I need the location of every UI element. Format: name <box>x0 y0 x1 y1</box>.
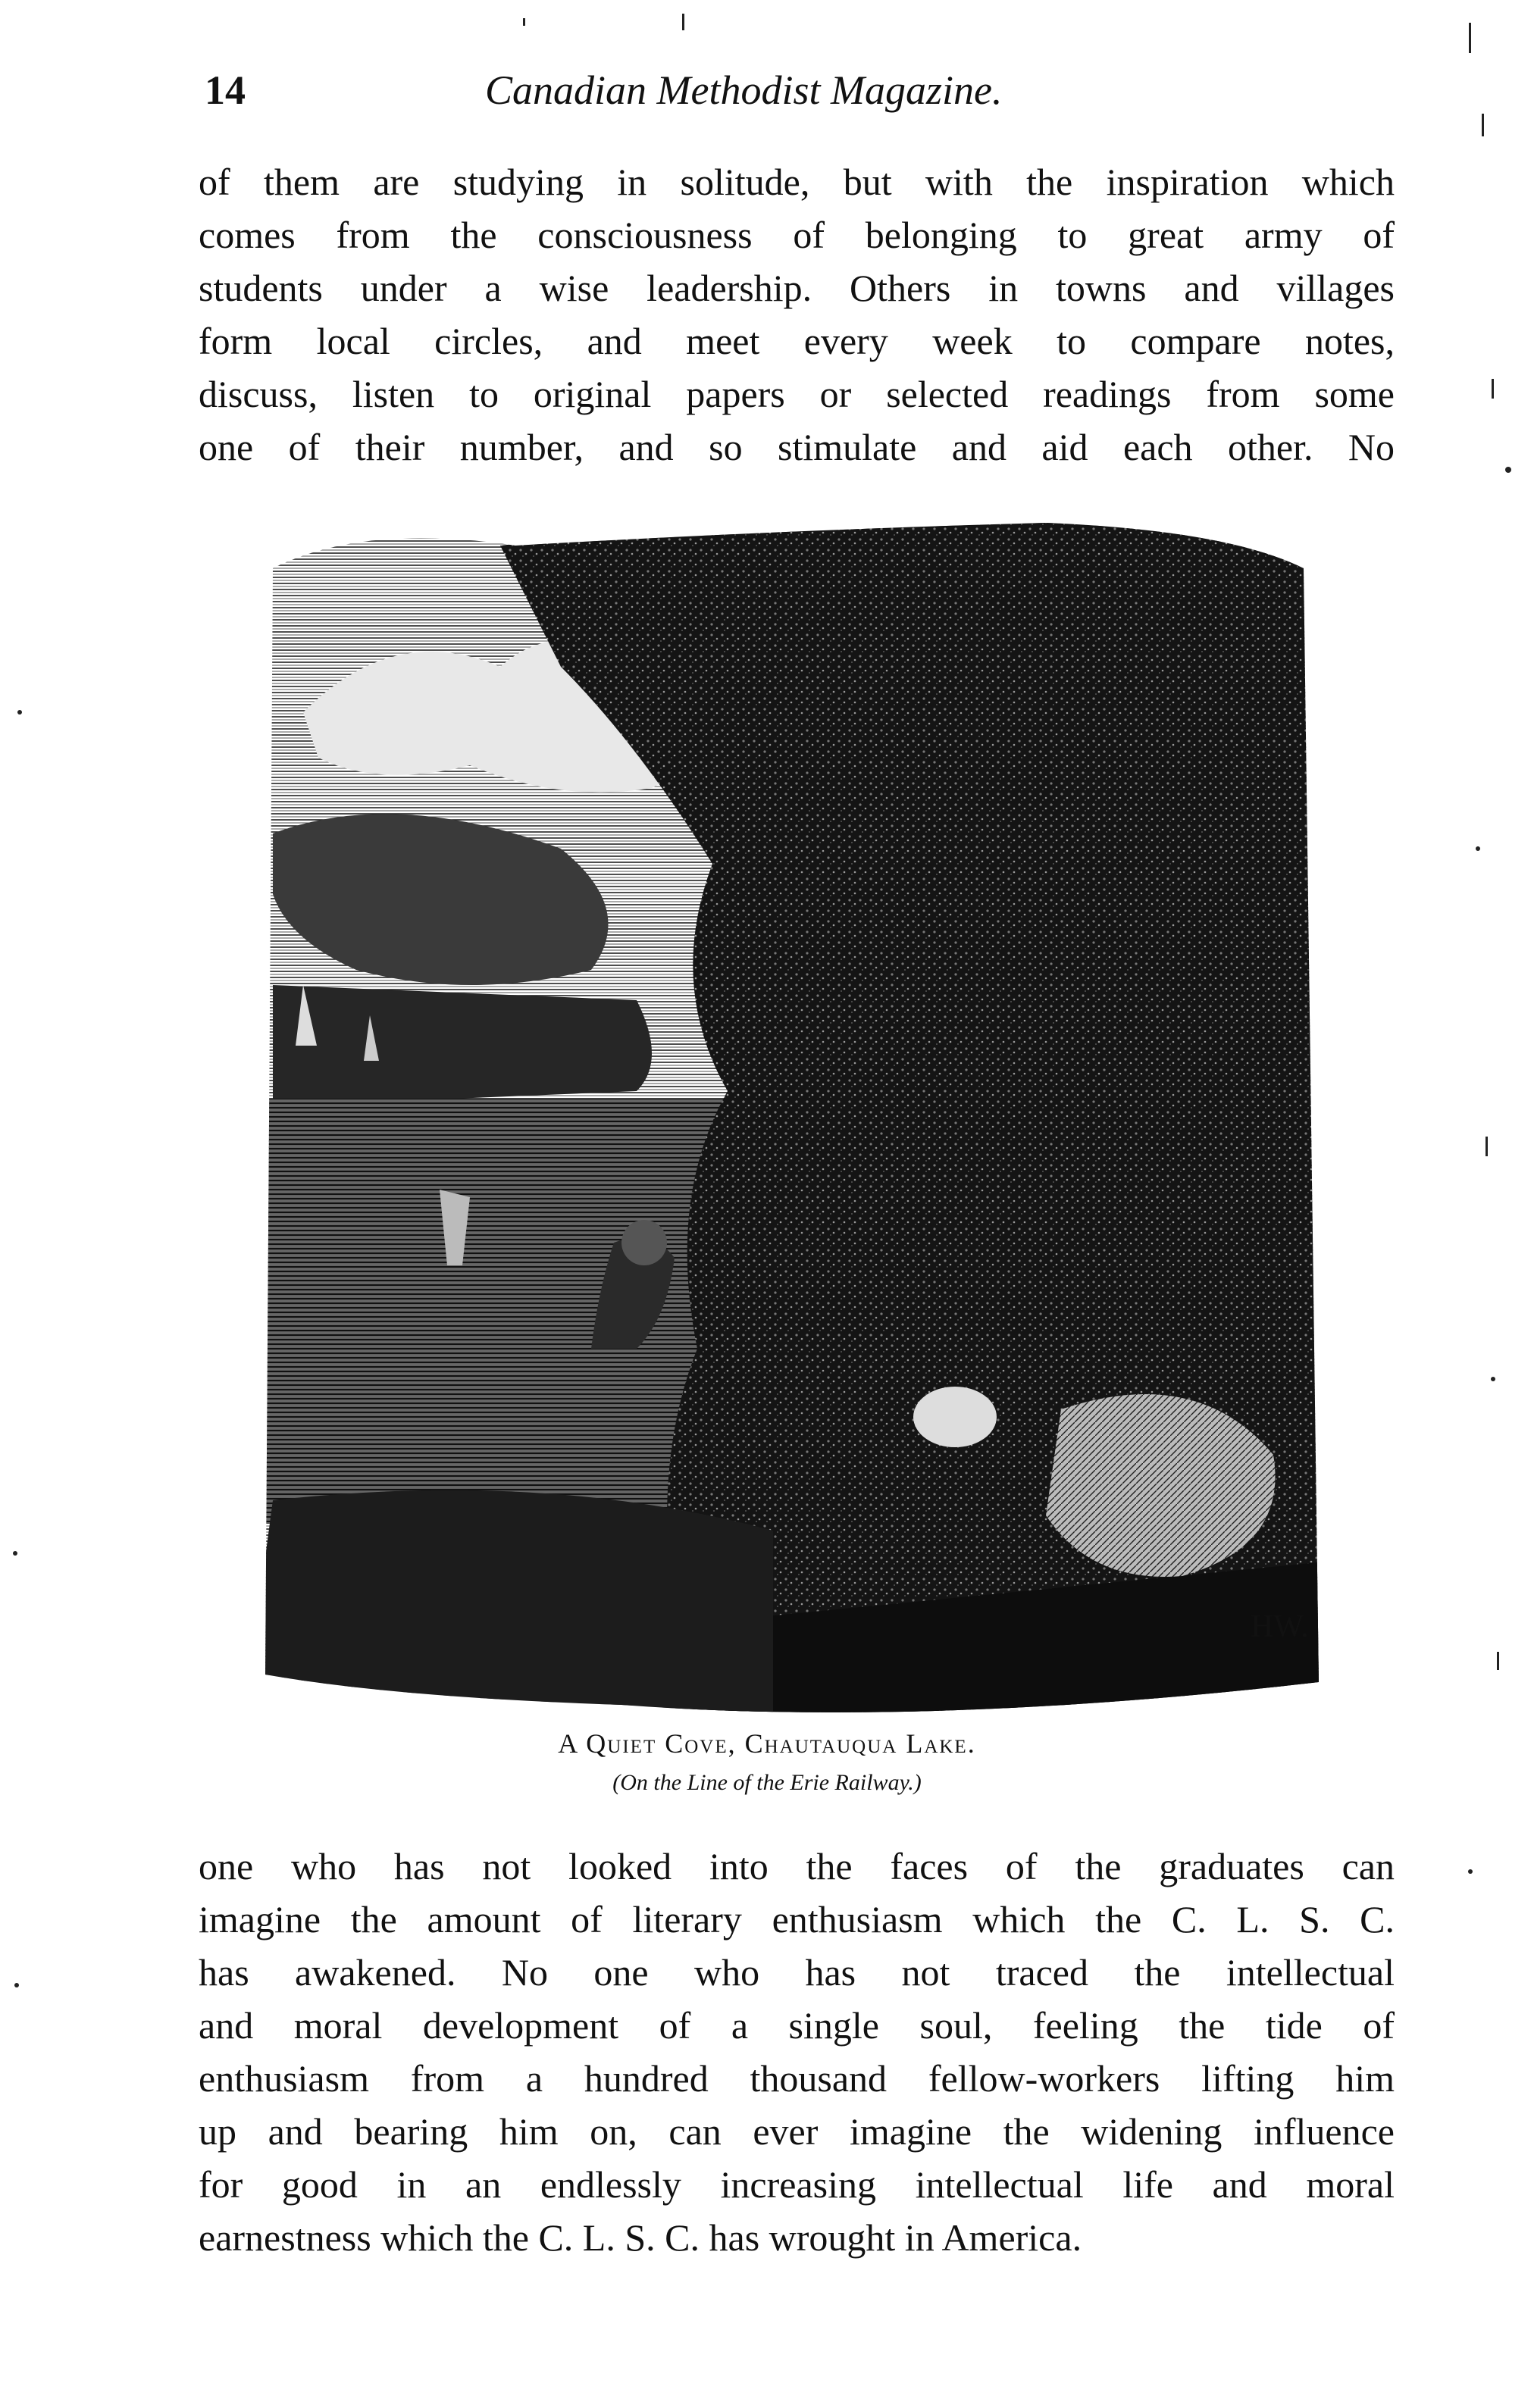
illustration-subcaption: (On the Line of the Erie Railway.) <box>612 1770 922 1795</box>
engraving-illustration <box>243 515 1334 1728</box>
text-line: up and bearing him on, can ever imagine the widening influence <box>199 2110 1395 2153</box>
paragraph-bottom <box>199 1840 1395 2264</box>
text-line: of them are studying in solitude, but with the inspiration which <box>199 161 1395 203</box>
text-line: discuss, listen to original papers or selected readings from some <box>199 373 1395 415</box>
text-line: comes from the consciousness of belonging to great army of <box>199 214 1395 256</box>
illustration-caption: A Quiet Cove, Chautauqua Lake. <box>558 1728 976 1759</box>
page-header <box>205 67 1402 127</box>
text-line: students under a wise leadership. Others in towns and villages <box>199 267 1395 309</box>
running-head: Canadian Methodist Magazine. <box>485 67 1003 113</box>
text-line: earnestness which the C. L. S. C. has wrought in America. <box>199 2216 1082 2259</box>
text-line: enthusiasm from a hundred thousand fellow-workers lifting him <box>199 2057 1395 2100</box>
page-number: 14 <box>205 67 246 113</box>
text-line: for good in an endlessly increasing intellectual life and moral <box>199 2163 1395 2206</box>
text-line: one who has not looked into the faces of the graduates can <box>199 1845 1395 1887</box>
paragraph-top <box>199 155 1395 474</box>
text-line: and moral development of a single soul, feeling the tide of <box>199 2004 1395 2047</box>
engraver-signature: HW. <box>1251 1609 1309 1644</box>
text-line: has awakened. No one who has not traced the intellectual <box>199 1951 1395 1994</box>
text-line: form local circles, and meet every week to compare notes, <box>199 320 1395 362</box>
text-line: imagine the amount of literary enthusiasm which the C. L. S. C. <box>199 1898 1395 1940</box>
text-line: one of their number, and so stimulate and aid each other. No <box>199 426 1395 468</box>
